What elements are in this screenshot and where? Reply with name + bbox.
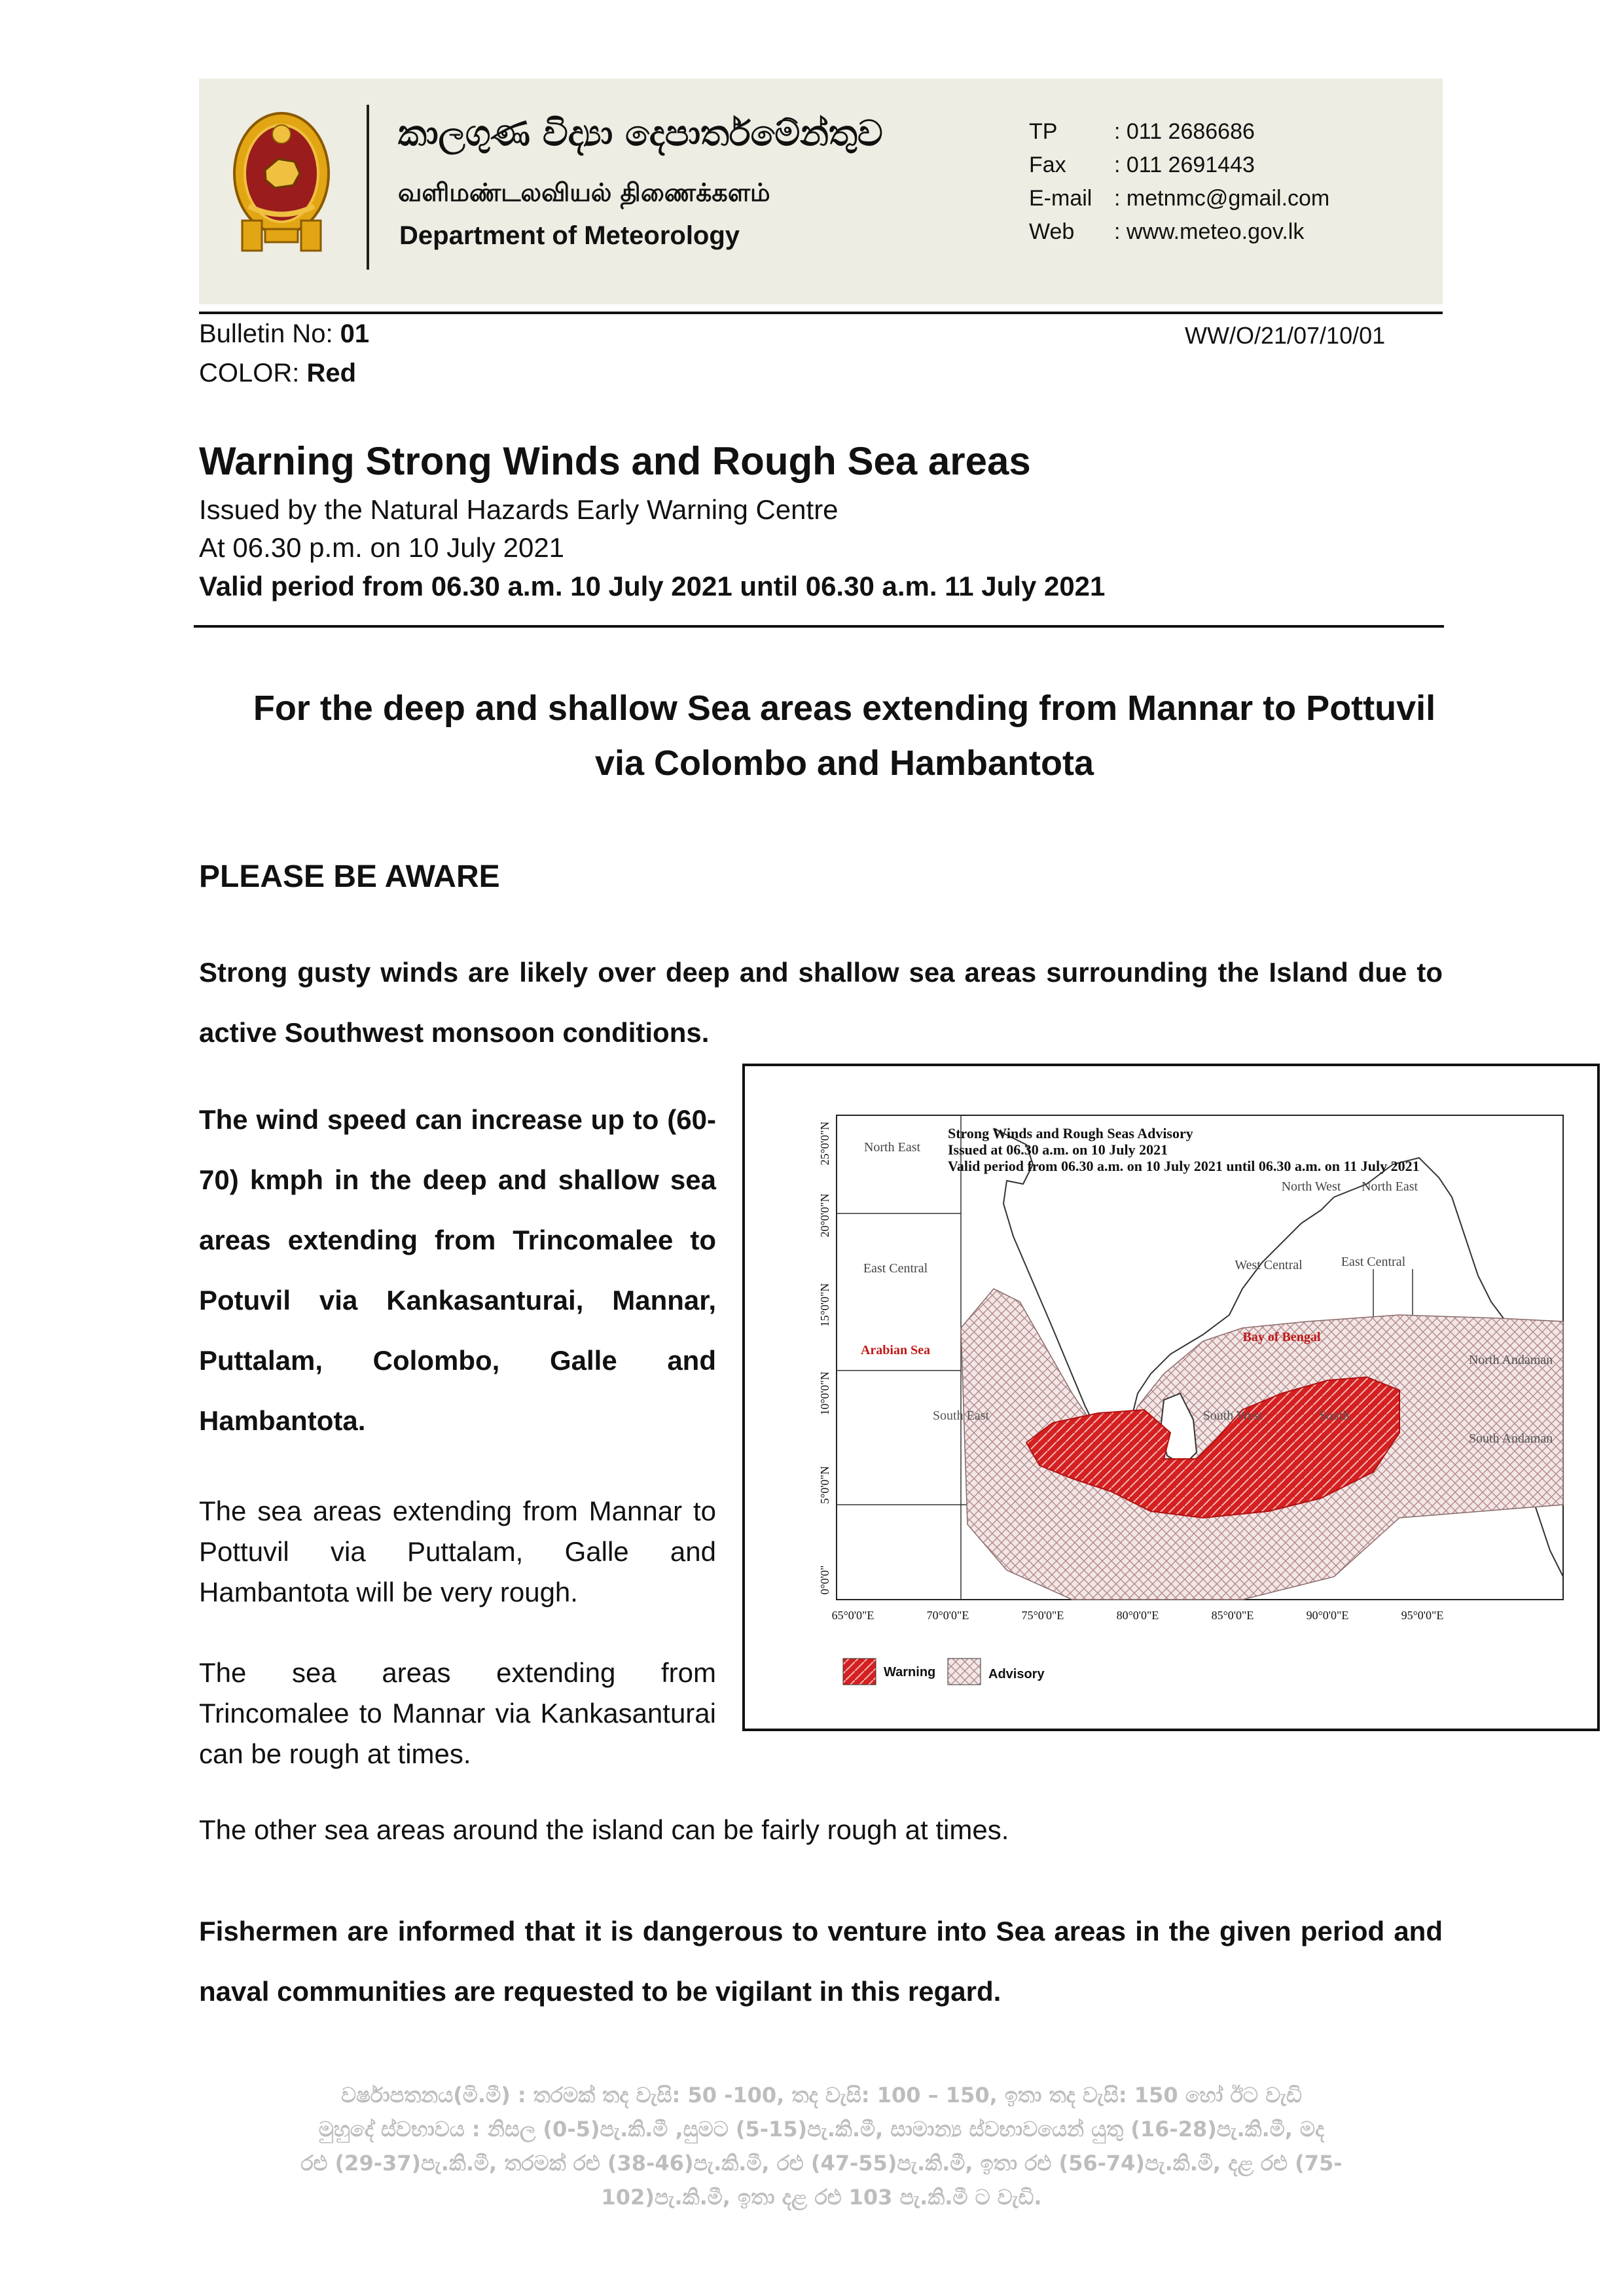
paragraph-wind-speed: The wind speed can increase up to (60-70) kmph in the deep and shallow sea areas extending from Trincomalee to Potuvil via Kankasanturai, Mannar, Puttalam, Colombo, Galle and Hambantota.: [199, 1104, 716, 1436]
region-label-north-andaman: North Andaman: [1468, 1353, 1553, 1367]
warning-title: Warning Strong Winds and Rough Sea areas: [199, 439, 1031, 483]
paragraph-fishermen: Fishermen are informed that it is dangerous to venture into Sea areas in the given period and naval communities are requested to be vigilant in this regard.: [199, 1916, 1443, 2007]
lon-tick-95: 95°0'0"E: [1401, 1609, 1444, 1622]
legend-warning-label: Warning: [884, 1665, 936, 1679]
contact-fax: Fax : 011 2691443: [1029, 152, 1255, 177]
lat-tick-10: 10°0'0"N: [818, 1371, 831, 1416]
header-divider: [367, 105, 369, 270]
lon-tick-75: 75°0'0"E: [1021, 1609, 1064, 1622]
paragraph-fairly-rough: The other sea areas around the island can be fairly rough at times.: [199, 1814, 1009, 1845]
map-title: Strong Winds and Rough Seas Advisory: [948, 1125, 1193, 1141]
region-label-north-east: North East: [863, 1140, 921, 1155]
issued-by: Issued by the Natural Hazards Early Warning Centre: [199, 494, 839, 525]
region-label-north-east-bay: North East: [1361, 1179, 1418, 1194]
header-rule: [199, 312, 1443, 314]
contact-email: E-mail : metnmc@gmail.com: [1029, 186, 1330, 211]
title-rule: [194, 625, 1444, 628]
map-issued: Issued at 06.30 a.m. on 10 July 2021: [948, 1141, 1168, 1158]
bulletin-number: Bulletin No: 01: [199, 319, 370, 348]
region-label-south-west: South West: [1202, 1408, 1263, 1423]
lon-tick-80: 80°0'0"E: [1116, 1609, 1159, 1622]
region-label-north-west: North West: [1281, 1179, 1341, 1194]
lat-tick-0: 0°0'0": [818, 1565, 831, 1595]
footer-line-1: වර්ෂාපතනය(මි.මී) : තරමක් තද වැසි: 50 -100, තද වැසි: 100 – 150, ඉතා තද වැසි: 150 හෝ ඊට වැඩි: [341, 2083, 1302, 2108]
lat-tick-5: 5°0'0"N: [818, 1466, 831, 1504]
lon-tick-70: 70°0'0"E: [926, 1609, 969, 1622]
lat-tick-25: 25°0'0"N: [818, 1121, 831, 1166]
area-heading: For the deep and shallow Sea areas extending from Mannar to Pottuvil via Colombo and Hambantota: [253, 689, 1436, 783]
legend-advisory-label: Advisory: [988, 1667, 1045, 1681]
footer-line-3: රළු (29-37)පැ.කි.මී, තරමක් රළු (38-46)පැ.කි.මී, රළු (47-55)පැ.කි.මී, ඉතා රළු (56-74)පැ.කි.මී, දළ රළු (75-: [300, 2151, 1343, 2176]
valid-period: Valid period from 06.30 a.m. 10 July 2021 until 06.30 a.m. 11 July 2021: [199, 571, 1106, 601]
footer-line-2: මුහුදේ ස්වභාවය : නිසල (0-5)පැ.කි.මී ,සුමට (5-15)පැ.කි.මී, සාමාන්‍ය ස්වභාවයෙන් යුතු (16-28)පැ.කි.මී, මද: [318, 2117, 1325, 2142]
lat-tick-20: 20°0'0"N: [818, 1193, 831, 1238]
region-label-south: South: [1318, 1408, 1350, 1423]
paragraph-rough-at-times: The sea areas extending from Trincomalee to Mannar via Kankasanturai can be rough at times.: [199, 1657, 716, 1769]
contact-web: Web : www.meteo.gov.lk: [1029, 219, 1305, 244]
bulletin-reference: WW/O/21/07/10/01: [1185, 322, 1386, 349]
org-name-tamil: வளிமண்டலவியல் திணைக்களம்: [398, 178, 770, 207]
sri-lanka-emblem-icon: [229, 108, 334, 257]
footer-line-4: 102)පැ.කි.මී, ඉතා දළ රළු 103 පැ.කි.මී ට වැඩි.: [601, 2185, 1042, 2210]
org-name-english: Department of Meteorology: [399, 221, 740, 250]
advisory-map-svg: [745, 1066, 1597, 1729]
legend-warning-swatch: [843, 1659, 876, 1685]
paragraph-very-rough: The sea areas extending from Mannar to Pottuvil via Puttalam, Galle and Hambantota will be very rough.: [199, 1496, 716, 1607]
region-label-south-andaman: South Andaman: [1468, 1431, 1553, 1446]
lon-tick-90: 90°0'0"E: [1306, 1609, 1349, 1622]
contact-phone: TP : 011 2686686: [1029, 119, 1255, 144]
footer-scale-legend: [216, 2078, 1427, 2214]
paragraph-monsoon: Strong gusty winds are likely over deep and shallow sea areas surrounding the Island due to active Southwest monsoon conditions.: [199, 957, 1443, 1048]
issued-at: At 06.30 p.m. on 10 July 2021: [199, 532, 565, 563]
org-name-sinhala: කාලගුණ විද්‍යා දෙපාර්තමේන්තුව: [398, 113, 883, 154]
legend-advisory-swatch: [948, 1659, 981, 1685]
region-label-east-central: East Central: [863, 1261, 928, 1276]
advisory-map: [742, 1064, 1600, 1731]
lon-tick-65: 65°0'0"E: [831, 1609, 875, 1622]
region-label-east-central-bay: East Central: [1341, 1255, 1406, 1269]
map-valid: Valid period from 06.30 a.m. on 10 July 2021 until 06.30 a.m. on 11 July 2021: [948, 1158, 1420, 1174]
label-arabian-sea: Arabian Sea: [860, 1343, 931, 1357]
bulletin-color: COLOR: Red: [199, 359, 357, 387]
region-label-west-central: West Central: [1235, 1258, 1303, 1272]
label-bay-of-bengal: Bay of Bengal: [1242, 1330, 1321, 1344]
lon-tick-85: 85°0'0"E: [1211, 1609, 1254, 1622]
lat-tick-15: 15°0'0"N: [818, 1283, 831, 1327]
aware-heading: PLEASE BE AWARE: [199, 859, 500, 894]
region-label-south-east: South East: [932, 1408, 990, 1423]
